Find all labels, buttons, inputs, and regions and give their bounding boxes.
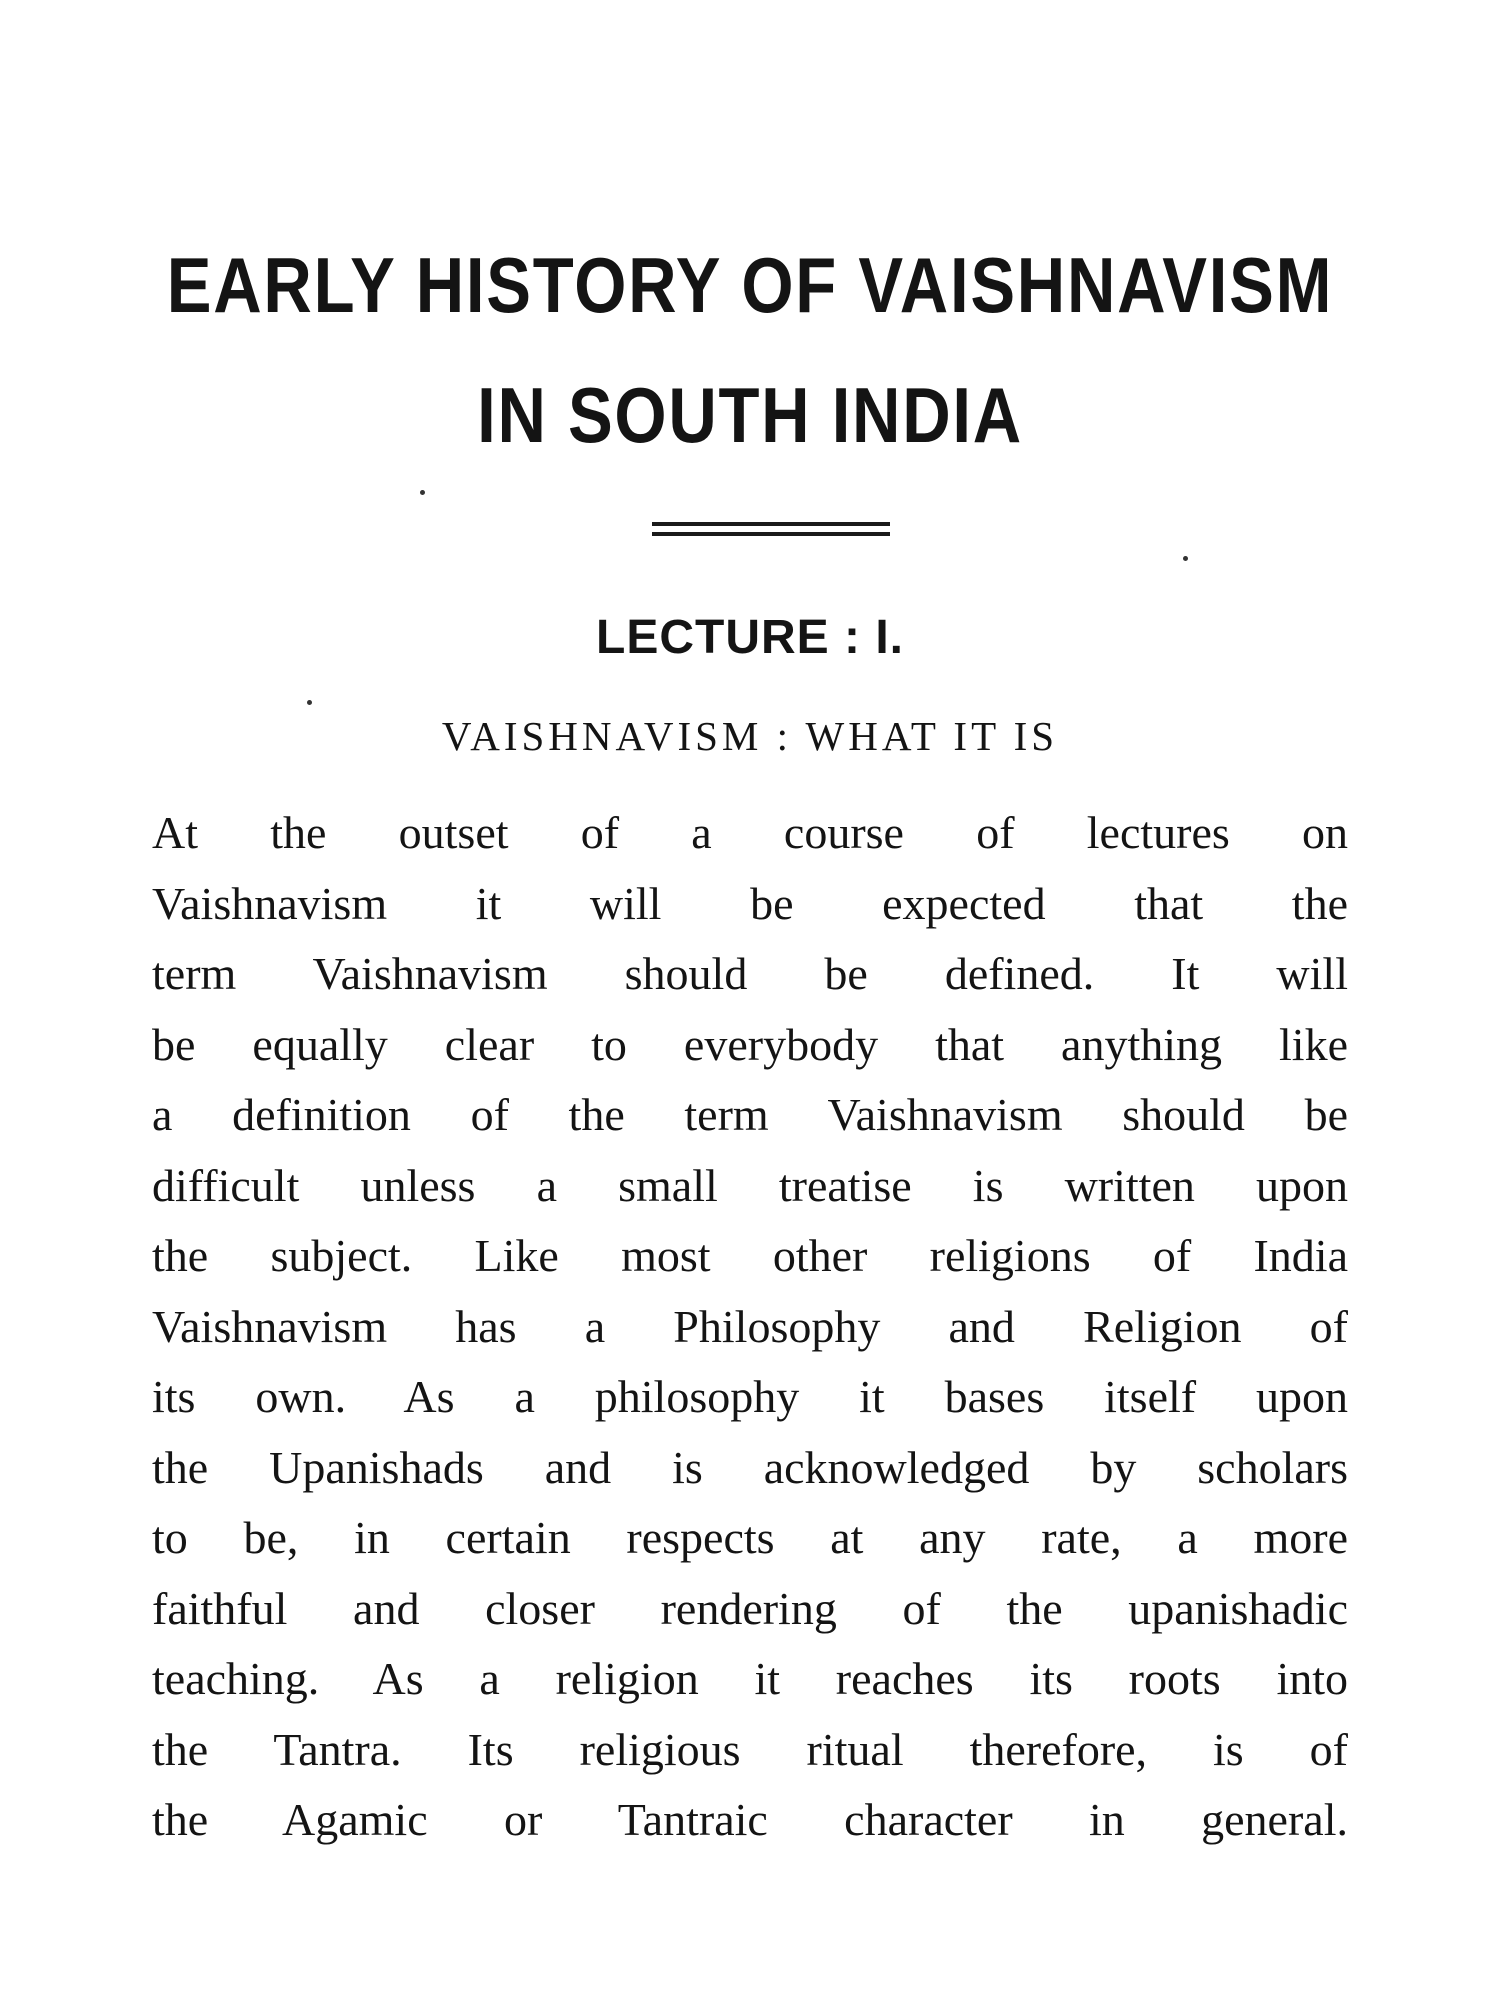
- body-line: At the outset of a course of lectures on: [152, 807, 1348, 858]
- book-title-line-2: IN SOUTH INDIA: [477, 371, 1023, 459]
- body-line: teaching. As a religion it reaches its roots into: [152, 1653, 1348, 1704]
- body-line: term Vaishnavism should be defined. It will: [152, 948, 1348, 999]
- body-line: Vaishnavism has a Philosophy and Religion of: [152, 1300, 1348, 1352]
- title-divider-bottom: [652, 532, 890, 536]
- body-line: its own. As a philosophy it bases itself upon: [152, 1371, 1348, 1422]
- body-line: be equally clear to everybody that anything like: [152, 1018, 1348, 1070]
- lecture-heading: LECTURE : I.: [596, 611, 904, 664]
- print-speck: [420, 490, 425, 495]
- body-line: a definition of the term Vaishnavism should be: [152, 1089, 1348, 1140]
- print-speck: [307, 700, 312, 705]
- body-line: to be, in certain respects at any rate, a more: [152, 1512, 1348, 1563]
- body-line: the Tantra. Its religious ritual therefore, is of: [152, 1723, 1348, 1775]
- body-paragraph: [152, 798, 1348, 1856]
- title-divider-top: [652, 522, 890, 526]
- body-line: faithful and closer rendering of the upanishadic: [152, 1582, 1348, 1634]
- section-title: VAISHNAVISM : WHAT IT IS: [441, 713, 1059, 759]
- body-line: the subject. Like most other religions of India: [152, 1230, 1348, 1281]
- book-title-line-1: EARLY HISTORY OF VAISHNAVISM: [166, 241, 1334, 329]
- body-line: Vaishnavism it will be expected that the: [152, 877, 1348, 929]
- print-speck: [1183, 556, 1188, 561]
- body-line: difficult unless a small treatise is written upon: [152, 1159, 1348, 1211]
- body-line: the Upanishads and is acknowledged by scholars: [152, 1441, 1348, 1493]
- body-line: the Agamic or Tantraic character in general.: [152, 1794, 1348, 1845]
